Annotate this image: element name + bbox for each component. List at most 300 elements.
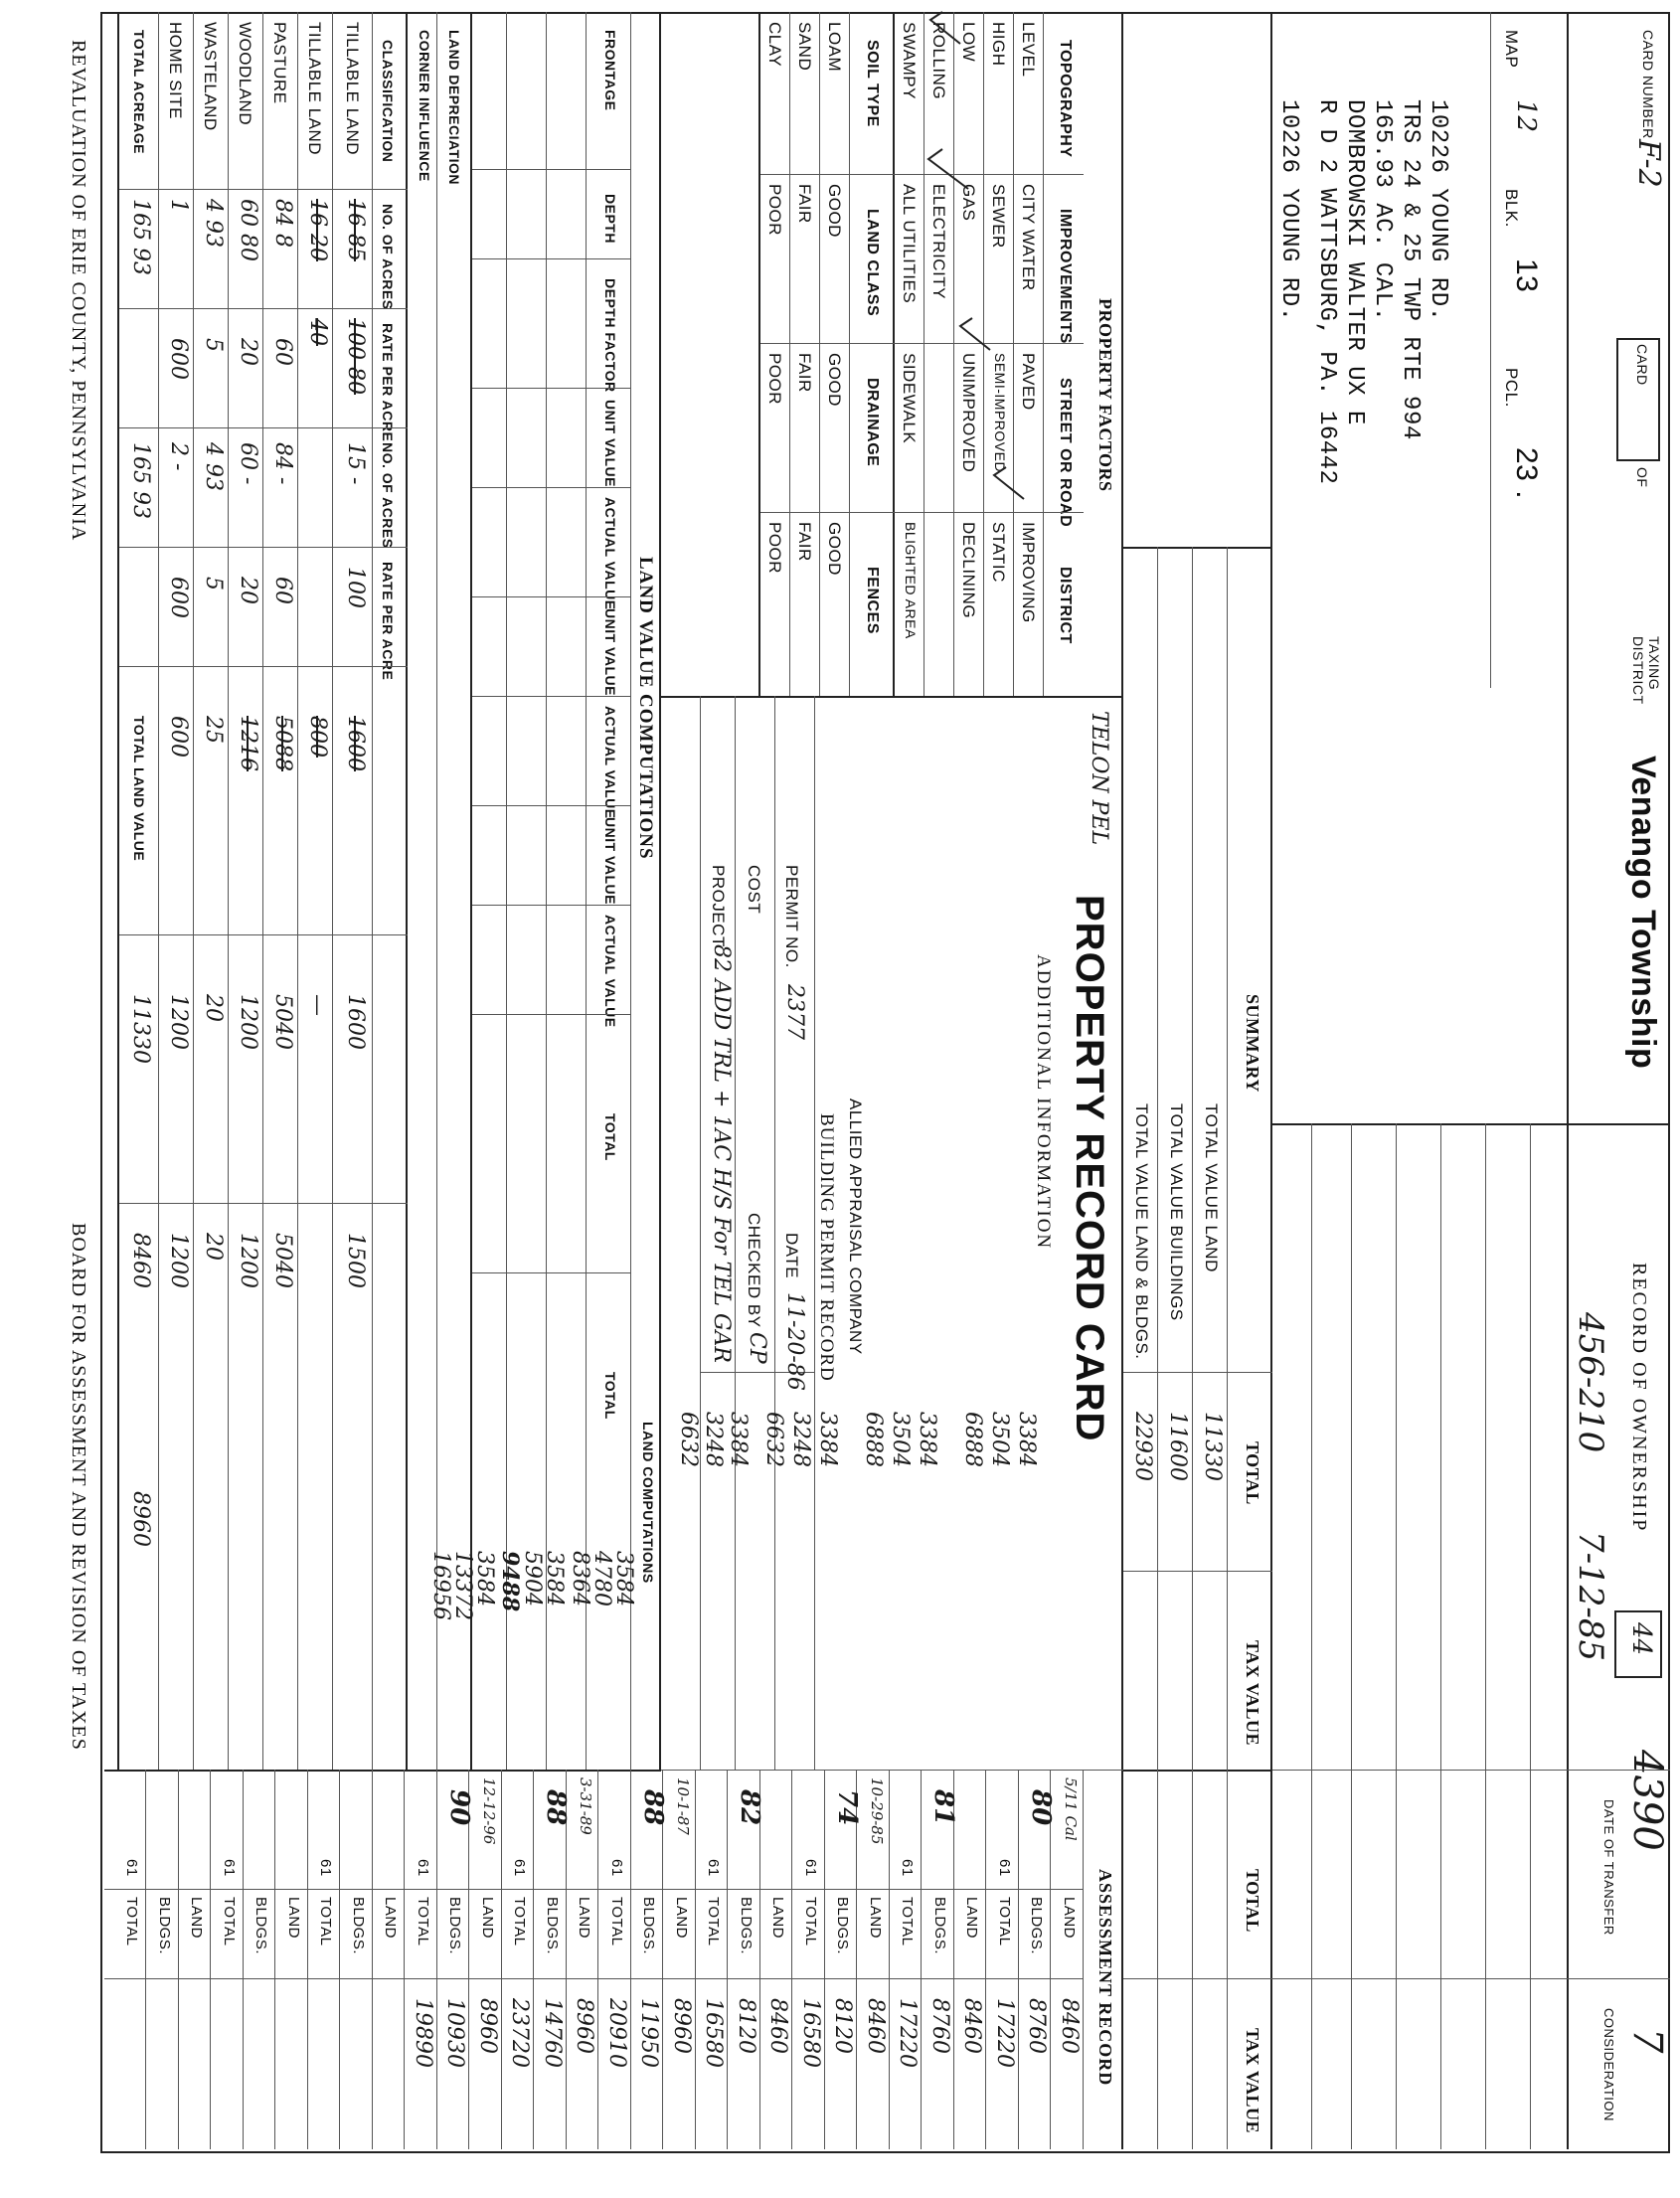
assessment-row-line: [469, 1770, 470, 2149]
pcl-label: PCL.: [1502, 368, 1521, 408]
lv-row: [586, 12, 587, 1770]
assessment-code: 61: [317, 1859, 335, 1877]
assessment-code: 61: [802, 1859, 819, 1877]
addinfo-8: 3248: [788, 1412, 813, 1467]
class-row-4-total2: 20: [201, 994, 226, 1022]
assessment-bldgs-value: 8120: [830, 1998, 856, 2054]
assessment-row-line: [146, 1770, 147, 2149]
class-row-3-rate2: 20: [236, 577, 260, 604]
assessment-code: 61: [608, 1859, 625, 1877]
district-declining: DECLINING: [959, 522, 978, 619]
record-of-ownership-label: RECORD OF OWNERSHIP: [1628, 1263, 1650, 1533]
assessment-row-label: LAND: [673, 1897, 690, 1940]
assessment-row-label: LAND: [769, 1897, 787, 1940]
pf-row: [819, 12, 820, 696]
soil-col: [760, 512, 895, 513]
project-label: PROJECT: [709, 865, 728, 947]
assessment-code: 61: [123, 1859, 141, 1877]
soil-header-fences: FENCES: [864, 567, 881, 634]
assessment-row-line: [1051, 1770, 1052, 2149]
addinfo-4: 3384: [915, 1412, 939, 1467]
lv-col: [472, 388, 631, 389]
addinfo-3: 6888: [960, 1412, 985, 1467]
imp-city-water: CITY WATER: [1019, 184, 1038, 291]
assessment-code: 61: [415, 1859, 431, 1877]
assessment-row-label: BLDGS.: [544, 1897, 561, 1955]
building-permit-label: BUILDING PERMIT RECORD: [816, 1113, 837, 1382]
class-row-3-total3: 1200: [236, 1233, 260, 1288]
assessment-year: 88: [541, 1789, 572, 1826]
soil-clay: CLAY: [765, 22, 784, 68]
class-fair: FAIR: [795, 184, 814, 224]
assessment-row-label: TOTAL: [705, 1897, 723, 1946]
soil-loam: LOAM: [825, 22, 844, 73]
permit-date-label: DATE: [782, 1233, 801, 1279]
property-record-card-title: PROPERTY RECORD CARD: [1068, 895, 1111, 1442]
taxing-district-value: Venango Township: [1624, 756, 1662, 1070]
assessment-land-value: 8460: [959, 1998, 985, 2054]
class-poor: POOR: [765, 184, 784, 237]
class-row-4-acres1: 4 93: [201, 199, 226, 248]
class-row-2-rate2: 60: [270, 577, 295, 604]
assessment-row-line: [243, 1770, 244, 2149]
additional-info-label: ADDITIONAL INFORMATION: [1033, 954, 1054, 1251]
assessment-row-line: [663, 1770, 664, 2149]
land-comp-5: 5904: [520, 1551, 545, 1606]
permit-line: [814, 696, 815, 1770]
address-line-1: 10226 YOUNG RD.: [1425, 99, 1451, 322]
assessment-date: 10-29-85: [868, 1777, 886, 1845]
assessment-row-line: [211, 1770, 212, 2149]
card-number-label: CARD NUMBER: [1640, 30, 1656, 139]
assessment-year: 90: [444, 1789, 474, 1826]
assessment-row-label: LAND: [867, 1897, 884, 1940]
assess-col: [104, 1889, 1084, 1890]
summary-row: [1157, 547, 1158, 2149]
class-good: GOOD: [825, 184, 844, 238]
addinfo-7: 3384: [815, 1412, 840, 1467]
assessment-row-label: TOTAL: [317, 1897, 335, 1946]
assessment-row-line: [534, 1770, 535, 2149]
class-row-0-acres2: 15 -: [343, 442, 368, 485]
assessment-bldgs-value: 14760: [540, 1998, 565, 2068]
lv-h-actual-3: ACTUAL VALUE: [602, 915, 618, 1028]
record-number: 4390: [1624, 1750, 1670, 1851]
land-computations-label: LAND COMPUTATIONS: [640, 1422, 656, 1584]
class-col: [119, 427, 408, 428]
address-line-5: R D 2 WATTSBURG, PA. 16442: [1313, 99, 1340, 485]
soil-col: [760, 174, 895, 175]
assessment-year: 74: [832, 1789, 862, 1826]
assessment-row-line: [598, 1770, 599, 2149]
allied-appraisal: ALLIED APPRAISAL COMPANY: [846, 1099, 865, 1355]
assessment-row-line: [695, 1770, 696, 2149]
checked-by-value: CP: [745, 1332, 769, 1364]
summary-col: [1123, 1571, 1272, 1572]
class-row-5-rate2: 600: [166, 577, 191, 618]
assessment-row-line: [501, 1770, 502, 2149]
class-row-2-acres1: 84 8: [270, 199, 295, 248]
header-divider: [1567, 12, 1569, 2149]
assessment-row-label: BLDGS.: [640, 1897, 658, 1955]
total-land-value-1: 11330: [128, 994, 153, 1064]
ownership-row-line: [1485, 1123, 1486, 2149]
class-row: [117, 12, 119, 1770]
summary-total-bldgs: 11600: [1165, 1412, 1190, 1481]
summary-col: [1123, 1978, 1272, 1979]
card-number-value: F-2: [1631, 139, 1666, 188]
summary-row: [1227, 547, 1228, 2149]
summary-row: [1192, 547, 1193, 2149]
drain-fair: FAIR: [795, 353, 814, 393]
fence-good: GOOD: [825, 522, 844, 576]
ownership-row-line: [1351, 1123, 1352, 2149]
assessment-row-line: [824, 1770, 825, 2149]
class-row-2-total3: 5040: [270, 1233, 295, 1288]
blk-label: BLK.: [1502, 189, 1521, 228]
ownership-row-line: [1440, 1123, 1441, 2149]
land-comp-3: 8364: [568, 1551, 592, 1606]
handwritten-seven: 7: [1624, 2028, 1670, 2054]
total-land-value-label: TOTAL LAND VALUE: [131, 716, 147, 862]
class-row-4-label: WASTELAND: [201, 22, 220, 131]
class-row-2-total2: 5040: [270, 994, 295, 1050]
checked-by-label: CHECKED BY: [745, 1213, 763, 1328]
assessment-row-label: BLDGS.: [834, 1897, 852, 1955]
assessment-land-value: 8960: [572, 1998, 597, 2054]
lv-h-actual-2: ACTUAL VALUE: [602, 706, 618, 819]
assessment-row-line: [922, 1770, 923, 2149]
summary-right-tax-label: TAX VALUE: [1243, 2028, 1262, 2134]
assessment-row-line: [566, 1770, 567, 2149]
summary-total-both: 22930: [1130, 1412, 1155, 1481]
permit-line: [774, 696, 775, 1770]
assessment-row-line: [178, 1770, 179, 2149]
class-col: [119, 547, 408, 548]
imp-all-utilities: ALL UTILITIES: [900, 184, 919, 304]
class-row-3-acres1: 60 80: [236, 199, 260, 261]
addinfo-10: 3384: [726, 1412, 751, 1467]
district-blighted: BLIGHTED AREA: [903, 522, 919, 639]
lv-row: [546, 12, 547, 1770]
assessment-total-value: 17220: [992, 1998, 1017, 2068]
summary-row-both: TOTAL VALUE LAND & BLDGS.: [1132, 1103, 1151, 1360]
assessment-bldgs-value: 8760: [927, 1998, 952, 2054]
map-label: MAP: [1502, 30, 1521, 69]
class-row-4-rate1: 5: [201, 338, 226, 352]
pf-header-district: DISTRICT: [1057, 567, 1074, 644]
assessment-bldgs-value: 8760: [1024, 1998, 1050, 2054]
project-value: 82 ADD TRL + 1AC H/S For TEL GAR: [709, 944, 734, 1363]
land-comp-9: 16956: [428, 1551, 453, 1620]
land-comp-6: 9488: [497, 1551, 523, 1612]
street-paved: PAVED: [1019, 353, 1038, 411]
class-col: [119, 934, 408, 935]
class-row-2-total1: 5088: [270, 716, 295, 771]
blk-value: 13: [1510, 258, 1543, 293]
ownership-entry: 456-210: [1571, 1312, 1610, 1453]
summary-total-land: 11330: [1200, 1412, 1225, 1481]
assessment-row-label: TOTAL: [899, 1897, 917, 1946]
class-row-1-total1: 800: [305, 716, 330, 758]
lv-h-unit-2: UNIT VALUE: [602, 608, 618, 696]
pf-row: [849, 12, 850, 696]
factors-divider: [1121, 12, 1123, 2149]
class-row-0-total2: 1600: [343, 994, 368, 1050]
of-label: OF: [1634, 467, 1650, 488]
assessment-row-label: BLDGS.: [252, 1897, 270, 1955]
assessment-date: 10-1-87: [674, 1777, 692, 1835]
class-row-1-rate1: 40: [305, 318, 330, 346]
total-acreage-2: 165 93: [128, 442, 153, 519]
assessment-row-line: [630, 1770, 631, 2149]
ownership-left-line: [1272, 1123, 1670, 1125]
permit-no-label: PERMIT NO.: [782, 865, 801, 968]
lv-col: [472, 169, 631, 170]
soil-col: [760, 343, 895, 344]
class-row-5-label: HOME SITE: [166, 22, 185, 120]
ownership-date-line: [1272, 1770, 1670, 1771]
land-comp-8: 13372: [450, 1551, 475, 1620]
lv-h-frontage: FRONTAGE: [602, 30, 618, 111]
lv-col: [472, 596, 631, 597]
land-comp-2: 4780: [589, 1551, 614, 1606]
pf-header-improvements: IMPROVEMENTS: [1057, 209, 1074, 344]
lv-col: [472, 487, 631, 488]
lv-h-unit-1: UNIT VALUE: [602, 400, 618, 487]
class-row-4-acres2: 4 93: [201, 442, 226, 491]
class-col: [119, 666, 408, 667]
lv-row: [506, 12, 507, 1770]
lv-row: [470, 12, 472, 1770]
assess-col: [104, 1978, 1084, 1979]
pf-row: [1013, 12, 1014, 696]
land-value-title: LAND VALUE COMPUTATIONS: [635, 557, 656, 860]
assessment-row-label: TOTAL: [511, 1897, 529, 1946]
addinfo-11: 3248: [701, 1412, 726, 1467]
class-col: [119, 189, 408, 190]
class-row: [262, 12, 263, 1770]
assessment-total-value: 16580: [798, 1998, 823, 2068]
assessment-row-line: [857, 1770, 858, 2149]
imp-gas: GAS: [959, 184, 978, 222]
assessment-year: 82: [735, 1789, 765, 1826]
footer-left: REVALUATION OF ERIE COUNTY, PENNSYLVANIA: [68, 40, 89, 542]
assessment-bldgs-value: 8120: [734, 1998, 758, 2054]
assessment-code: 61: [899, 1859, 917, 1877]
class-row-5-acres2: 2 -: [166, 442, 191, 471]
boxed-number: [1614, 1610, 1662, 1678]
assessment-land-value: 8460: [863, 1998, 888, 2054]
topo-high: HIGH: [989, 22, 1008, 67]
consideration-label: CONSIDERATION: [1601, 2008, 1616, 2121]
assessment-total-value: 23720: [507, 1998, 533, 2068]
lv-h-total-1: TOTAL: [602, 1113, 618, 1161]
assessment-row-label: TOTAL: [415, 1897, 431, 1946]
assessment-land-value: 8960: [669, 1998, 694, 2054]
assessment-row-label: TOTAL: [802, 1897, 819, 1946]
ownership-row-line: [1396, 1123, 1397, 2149]
assessment-row-label: LAND: [382, 1897, 400, 1940]
assessment-row-line: [728, 1770, 729, 2149]
assessment-row-line: [307, 1770, 308, 2149]
class-row-1-acres1: 16 20: [305, 199, 330, 261]
pcl-value: 23 .: [1510, 447, 1543, 500]
street-semi: SEMI-IMPROVED: [992, 353, 1008, 473]
summary-right-total-label: TOTAL: [1243, 1869, 1262, 1933]
permit-line: [700, 696, 701, 1770]
summary-col: [1123, 1372, 1272, 1373]
assessment-row-line: [889, 1770, 890, 2149]
assessment-land-value: 8460: [765, 1998, 791, 2054]
permit-line: [735, 696, 736, 1770]
pf-row: [758, 12, 760, 696]
class-row-3-acres2: 60 -: [236, 442, 260, 485]
lv-col: [472, 258, 631, 259]
assessment-bldgs-value: 10930: [442, 1998, 468, 2068]
imp-electricity: ELECTRICITY: [929, 184, 948, 300]
class-row: [297, 12, 298, 1770]
total-land-value-2: 8460: [128, 1233, 153, 1288]
assessment-year: 88: [638, 1789, 668, 1826]
assessment-row-label: TOTAL: [221, 1897, 238, 1946]
assessment-row-label: BLDGS.: [350, 1897, 367, 1955]
lv-col: [472, 805, 631, 806]
soil-header-type: SOIL TYPE: [864, 40, 881, 127]
boxed-number-value: 44: [1626, 1622, 1656, 1656]
footer-right: BOARD FOR ASSESSMENT AND REVISION OF TAXES: [68, 1223, 89, 1751]
topo-rolling: ROLLING: [929, 22, 948, 100]
assessment-code: 61: [996, 1859, 1013, 1877]
class-h-classification: CLASSIFICATION: [380, 40, 396, 163]
district-static: STATIC: [989, 522, 1008, 583]
addinfo-1: 3384: [1014, 1412, 1039, 1467]
class-row-4-total3: 20: [201, 1233, 226, 1261]
class-h-acres-2: NO. OF ACRES: [380, 442, 396, 549]
assessment-row-line: [436, 1770, 437, 2149]
assessment-year: 80: [1026, 1789, 1056, 1826]
assessment-row-line: [986, 1770, 987, 2149]
summary-col: [1123, 1770, 1272, 1772]
assessment-row-label: LAND: [188, 1897, 206, 1940]
land-value-divider: [659, 12, 661, 1770]
permit-no-value: 2377: [782, 984, 807, 1040]
ownership-date: 7-12-85: [1571, 1531, 1610, 1662]
permit-date-value: 11-20-86: [782, 1292, 807, 1391]
address-line-4: DOMBROWSKI WALTER UX E: [1341, 99, 1368, 425]
assessment-land-value: 8460: [1057, 1998, 1082, 2054]
assessment-title: ASSESSMENT RECORD: [1095, 1869, 1115, 2087]
class-row-1-total2: —: [305, 994, 330, 1016]
assessment-row-line: [275, 1770, 276, 2149]
drain-good: GOOD: [825, 353, 844, 407]
pf-header-street: STREET OR ROAD: [1057, 378, 1074, 528]
class-row-2-rate1: 60: [270, 338, 295, 366]
ownership-row-line: [1311, 1123, 1312, 2149]
class-row: [372, 12, 373, 1770]
district-improving: IMPROVING: [1019, 522, 1038, 623]
assessment-row-line: [953, 1770, 954, 2149]
class-row-5-total2: 1200: [166, 994, 191, 1050]
class-col: [119, 1203, 408, 1204]
lv-col: [472, 1014, 631, 1015]
pf-row: [1043, 12, 1044, 696]
address-line-6: 10226 YOUNG RD.: [1275, 99, 1302, 322]
class-row-0-rate2: 100: [343, 567, 368, 608]
class-row-0-label: TILLABLE LAND: [343, 22, 362, 156]
topo-low: LOW: [959, 22, 978, 63]
map-value: 12: [1511, 99, 1541, 133]
fence-fair: FAIR: [795, 522, 814, 562]
summary-left: [1123, 547, 1272, 549]
summary-divider: [1270, 12, 1272, 2149]
assessment-row-label: TOTAL: [996, 1897, 1013, 1946]
class-row-3-total2: 1200: [236, 994, 260, 1050]
assessment-row-line: [340, 1770, 341, 2149]
lv-col: [472, 696, 631, 697]
pf-right: [661, 696, 1123, 698]
lv-h-depth-factor: DEPTH FACTOR: [602, 278, 618, 393]
assessment-row-line: [1083, 1770, 1084, 2149]
soil-sand: SAND: [795, 22, 814, 72]
assessment-row-label: LAND: [1061, 1897, 1078, 1940]
class-row-0-acres1: 16 85: [343, 199, 368, 261]
class-row-3-total1: 1216: [236, 716, 260, 771]
addinfo-9: 6632: [761, 1412, 786, 1467]
soil-header-class: LAND CLASS: [864, 209, 881, 317]
assessment-row-label: LAND: [576, 1897, 593, 1940]
property-factors-title: PROPERTY FACTORS: [1095, 298, 1115, 492]
assessment-row-line: [405, 1770, 406, 2149]
class-row: [228, 12, 229, 1770]
cost-label: COST: [745, 865, 763, 915]
land-comp-7: 3584: [472, 1551, 497, 1606]
assessment-row-label: TOTAL: [608, 1897, 625, 1946]
assessment-code: 61: [705, 1859, 723, 1877]
class-row-5-total1: 600: [166, 716, 191, 758]
assessment-row-label: BLDGS.: [1028, 1897, 1046, 1955]
assessment-total-value: 19890: [411, 1998, 435, 2068]
assessment-row-label: BLDGS.: [931, 1897, 948, 1955]
pf-row: [983, 12, 984, 696]
address-line-3: 165.93 AC. CAL.: [1369, 99, 1396, 322]
addinfo-right: [661, 1770, 1123, 1771]
assessment-row-label: BLDGS.: [446, 1897, 464, 1955]
pf-row: [893, 12, 895, 696]
assessment-total-value: 20910: [604, 1998, 629, 2068]
class-row-2-acres2: 84 -: [270, 442, 295, 485]
pf-header-topography: TOPOGRAPHY: [1057, 40, 1074, 158]
class-col: [119, 308, 408, 309]
assessment-bldgs-value: 11950: [636, 1998, 662, 2068]
assessment-row-label: TOTAL: [123, 1897, 141, 1946]
lv-h-actual-1: ACTUAL VALUE: [602, 497, 618, 610]
land-comp-1: 3584: [611, 1551, 636, 1606]
imp-sewer: SEWER: [989, 184, 1008, 249]
assessment-row-line: [372, 1770, 373, 2149]
class-row: [158, 12, 159, 1770]
assessment-code: 61: [221, 1859, 238, 1877]
ownership-row-line: [1530, 1123, 1531, 2149]
assessment-row-label: LAND: [963, 1897, 981, 1940]
assessment-row-label: BLDGS.: [156, 1897, 173, 1955]
summary-tax-label: TAX VALUE: [1243, 1640, 1262, 1747]
street-sidewalk: SIDEWALK: [900, 353, 919, 444]
drain-poor: POOR: [765, 353, 784, 406]
land-depreciation-label: LAND DEPRECIATION: [446, 30, 462, 186]
map-row-line: [1490, 12, 1491, 688]
class-row-5-total3: 1200: [166, 1233, 191, 1288]
